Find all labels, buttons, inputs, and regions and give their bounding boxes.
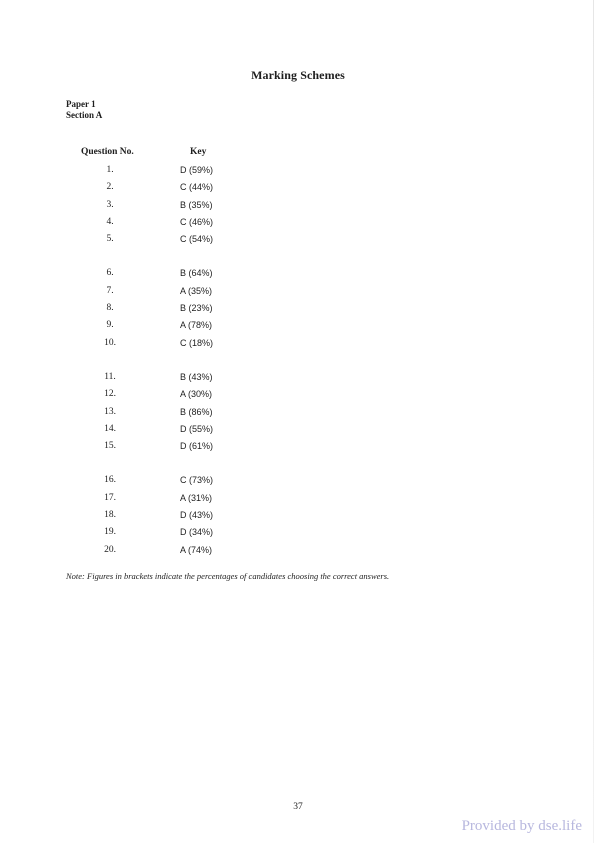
question-number: 2.: [106, 182, 114, 193]
key-column-header: Key: [190, 147, 207, 157]
answer-row: [90, 265, 290, 282]
answer-row: [90, 179, 290, 196]
answer-row: [90, 404, 290, 421]
answer-row: [90, 490, 290, 507]
question-number: 19.: [104, 527, 116, 538]
answer-row: [90, 231, 290, 248]
page-title: Marking Schemes: [251, 68, 345, 82]
answer-key: C (18%): [180, 337, 214, 348]
section-label: Section A: [66, 110, 103, 120]
answer-row: [90, 317, 290, 334]
page-number: 37: [293, 802, 303, 812]
answer-row: [90, 214, 290, 231]
question-number: 11.: [104, 371, 116, 382]
answer-key: D (43%): [180, 510, 214, 521]
watermark-link[interactable]: Provided by dse.life: [461, 818, 582, 834]
answer-group: [90, 472, 290, 558]
answer-key: A (74%): [180, 544, 213, 555]
question-number: 1.: [106, 165, 114, 175]
answer-key: D (34%): [180, 527, 214, 538]
answer-row: [90, 386, 290, 403]
answer-row: [90, 421, 290, 438]
answer-key: D (59%): [180, 165, 214, 175]
answer-key: A (78%): [180, 320, 213, 331]
question-number: 20.: [104, 544, 116, 555]
answer-row: [90, 507, 290, 524]
paper-label: Paper 1: [66, 99, 96, 109]
answer-key: A (31%): [180, 492, 213, 503]
answer-row: [90, 369, 290, 386]
question-number: 14.: [104, 423, 116, 434]
answer-group: [90, 265, 290, 351]
answer-key: C (46%): [180, 216, 214, 227]
question-number: 12.: [104, 389, 116, 400]
answer-group: [90, 369, 290, 455]
answer-key: D (61%): [180, 441, 214, 452]
answer-group: [90, 162, 290, 248]
answer-row: [90, 162, 290, 179]
answer-key: B (86%): [180, 406, 213, 417]
question-number: 8.: [106, 303, 114, 314]
answer-key-table: [90, 162, 290, 576]
paper-heading: [66, 99, 102, 121]
answer-key: B (23%): [180, 303, 213, 314]
question-number: 18.: [104, 510, 116, 521]
answer-row: [90, 542, 290, 559]
answer-key: B (35%): [180, 199, 213, 210]
question-number: 10.: [104, 337, 116, 348]
question-column-header: Question No.: [81, 147, 134, 157]
question-number: 6.: [106, 268, 114, 279]
question-number: 5.: [106, 234, 114, 245]
question-number: 13.: [104, 406, 116, 417]
answer-row: [90, 283, 290, 300]
question-number: 17.: [104, 492, 116, 503]
answer-row: [90, 524, 290, 541]
answer-row: [90, 438, 290, 455]
answer-key: C (73%): [180, 475, 214, 486]
question-number: 7.: [106, 285, 114, 296]
answer-key: B (64%): [180, 268, 213, 279]
page-edge-line: [593, 0, 594, 843]
answer-key: A (35%): [180, 285, 213, 296]
answer-row: [90, 300, 290, 317]
footnote: Note: Figures in brackets indicate the percentages of candidates choosing the correct answers.: [66, 571, 390, 581]
answer-key: D (55%): [180, 423, 214, 434]
answer-row: [90, 197, 290, 214]
answer-key: C (44%): [180, 182, 214, 193]
question-number: 3.: [106, 199, 114, 210]
question-number: 16.: [104, 475, 116, 486]
question-number: 4.: [106, 216, 114, 227]
answer-key: A (30%): [180, 389, 213, 400]
answer-row: [90, 472, 290, 489]
question-number: 9.: [106, 320, 114, 331]
answer-row: [90, 335, 290, 352]
answer-key: B (43%): [180, 371, 213, 382]
answer-key: C (54%): [180, 234, 214, 245]
question-number: 15.: [104, 441, 116, 452]
